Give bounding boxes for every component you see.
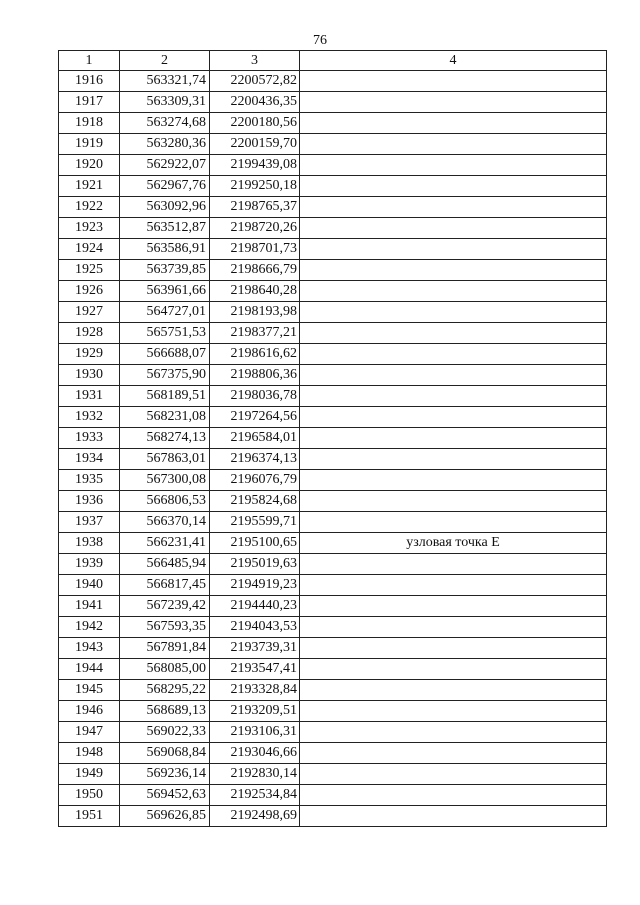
note-cell xyxy=(300,260,607,281)
y-coordinate-cell: 2198616,62 xyxy=(210,344,300,365)
x-coordinate-cell: 567891,84 xyxy=(120,638,210,659)
x-coordinate-cell: 566806,53 xyxy=(120,491,210,512)
x-coordinate-cell: 565751,53 xyxy=(120,323,210,344)
note-cell xyxy=(300,218,607,239)
y-coordinate-cell: 2196076,79 xyxy=(210,470,300,491)
table-row xyxy=(59,113,607,134)
x-coordinate-cell: 568085,00 xyxy=(120,659,210,680)
y-coordinate-cell: 2198193,98 xyxy=(210,302,300,323)
point-number-cell: 1917 xyxy=(59,92,120,113)
note-cell xyxy=(300,281,607,302)
table-row xyxy=(59,449,607,470)
table-row xyxy=(59,659,607,680)
y-coordinate-cell: 2194043,53 xyxy=(210,617,300,638)
x-coordinate-cell: 568189,51 xyxy=(120,386,210,407)
x-coordinate-cell: 566817,45 xyxy=(120,575,210,596)
point-number-cell: 1940 xyxy=(59,575,120,596)
note-cell xyxy=(300,71,607,92)
point-number-cell: 1927 xyxy=(59,302,120,323)
table-body xyxy=(59,71,607,827)
table-row xyxy=(59,764,607,785)
table-row xyxy=(59,302,607,323)
note-cell xyxy=(300,575,607,596)
y-coordinate-cell: 2192498,69 xyxy=(210,806,300,827)
note-cell xyxy=(300,659,607,680)
note-cell: узловая точка Е xyxy=(300,533,607,554)
x-coordinate-cell: 569626,85 xyxy=(120,806,210,827)
note-cell xyxy=(300,785,607,806)
point-number-cell: 1943 xyxy=(59,638,120,659)
table-row xyxy=(59,512,607,533)
x-coordinate-cell: 569022,33 xyxy=(120,722,210,743)
point-number-cell: 1951 xyxy=(59,806,120,827)
point-number-cell: 1931 xyxy=(59,386,120,407)
point-number-cell: 1926 xyxy=(59,281,120,302)
note-cell xyxy=(300,470,607,491)
table-row xyxy=(59,281,607,302)
point-number-cell: 1922 xyxy=(59,197,120,218)
y-coordinate-cell: 2200159,70 xyxy=(210,134,300,155)
x-coordinate-cell: 567300,08 xyxy=(120,470,210,491)
table-row xyxy=(59,785,607,806)
y-coordinate-cell: 2198036,78 xyxy=(210,386,300,407)
y-coordinate-cell: 2200572,82 xyxy=(210,71,300,92)
table-row xyxy=(59,533,607,554)
x-coordinate-cell: 569068,84 xyxy=(120,743,210,764)
table-row xyxy=(59,554,607,575)
note-cell xyxy=(300,596,607,617)
header-row xyxy=(59,51,607,71)
y-coordinate-cell: 2196374,13 xyxy=(210,449,300,470)
y-coordinate-cell: 2195019,63 xyxy=(210,554,300,575)
point-number-cell: 1932 xyxy=(59,407,120,428)
note-cell xyxy=(300,428,607,449)
note-cell xyxy=(300,302,607,323)
point-number-cell: 1937 xyxy=(59,512,120,533)
note-cell xyxy=(300,449,607,470)
point-number-cell: 1950 xyxy=(59,785,120,806)
note-cell xyxy=(300,92,607,113)
point-number-cell: 1944 xyxy=(59,659,120,680)
table-row xyxy=(59,680,607,701)
table-row xyxy=(59,743,607,764)
point-number-cell: 1933 xyxy=(59,428,120,449)
table-row xyxy=(59,428,607,449)
note-cell xyxy=(300,554,607,575)
point-number-cell: 1921 xyxy=(59,176,120,197)
y-coordinate-cell: 2198377,21 xyxy=(210,323,300,344)
point-number-cell: 1946 xyxy=(59,701,120,722)
y-coordinate-cell: 2200436,35 xyxy=(210,92,300,113)
table-row xyxy=(59,218,607,239)
note-cell xyxy=(300,701,607,722)
table-row xyxy=(59,596,607,617)
y-coordinate-cell: 2197264,56 xyxy=(210,407,300,428)
point-number-cell: 1925 xyxy=(59,260,120,281)
point-number-cell: 1919 xyxy=(59,134,120,155)
x-coordinate-cell: 563092,96 xyxy=(120,197,210,218)
note-cell xyxy=(300,365,607,386)
note-cell xyxy=(300,386,607,407)
y-coordinate-cell: 2194440,23 xyxy=(210,596,300,617)
x-coordinate-cell: 566370,14 xyxy=(120,512,210,533)
x-coordinate-cell: 568295,22 xyxy=(120,680,210,701)
header-col-2: 2 xyxy=(120,51,210,71)
note-cell xyxy=(300,323,607,344)
x-coordinate-cell: 567239,42 xyxy=(120,596,210,617)
y-coordinate-cell: 2198666,79 xyxy=(210,260,300,281)
x-coordinate-cell: 562922,07 xyxy=(120,155,210,176)
point-number-cell: 1938 xyxy=(59,533,120,554)
y-coordinate-cell: 2200180,56 xyxy=(210,113,300,134)
y-coordinate-cell: 2199250,18 xyxy=(210,176,300,197)
y-coordinate-cell: 2194919,23 xyxy=(210,575,300,596)
point-number-cell: 1920 xyxy=(59,155,120,176)
y-coordinate-cell: 2195824,68 xyxy=(210,491,300,512)
x-coordinate-cell: 568231,08 xyxy=(120,407,210,428)
point-number-cell: 1930 xyxy=(59,365,120,386)
note-cell xyxy=(300,680,607,701)
table-row xyxy=(59,806,607,827)
header-col-1: 1 xyxy=(59,51,120,71)
x-coordinate-cell: 569236,14 xyxy=(120,764,210,785)
x-coordinate-cell: 563321,74 xyxy=(120,71,210,92)
table-row xyxy=(59,260,607,281)
y-coordinate-cell: 2198806,36 xyxy=(210,365,300,386)
x-coordinate-cell: 563739,85 xyxy=(120,260,210,281)
table-row xyxy=(59,176,607,197)
y-coordinate-cell: 2193106,31 xyxy=(210,722,300,743)
x-coordinate-cell: 563309,31 xyxy=(120,92,210,113)
point-number-cell: 1945 xyxy=(59,680,120,701)
table-row xyxy=(59,134,607,155)
point-number-cell: 1949 xyxy=(59,764,120,785)
point-number-cell: 1947 xyxy=(59,722,120,743)
y-coordinate-cell: 2195100,65 xyxy=(210,533,300,554)
x-coordinate-cell: 568689,13 xyxy=(120,701,210,722)
x-coordinate-cell: 567863,01 xyxy=(120,449,210,470)
x-coordinate-cell: 567593,35 xyxy=(120,617,210,638)
table-row xyxy=(59,155,607,176)
y-coordinate-cell: 2193209,51 xyxy=(210,701,300,722)
point-number-cell: 1923 xyxy=(59,218,120,239)
y-coordinate-cell: 2193328,84 xyxy=(210,680,300,701)
note-cell xyxy=(300,491,607,512)
note-cell xyxy=(300,197,607,218)
table-row xyxy=(59,92,607,113)
point-number-cell: 1948 xyxy=(59,743,120,764)
table-row xyxy=(59,386,607,407)
page-number: 76 xyxy=(313,33,327,48)
y-coordinate-cell: 2196584,01 xyxy=(210,428,300,449)
table-row xyxy=(59,197,607,218)
x-coordinate-cell: 567375,90 xyxy=(120,365,210,386)
y-coordinate-cell: 2192830,14 xyxy=(210,764,300,785)
note-cell xyxy=(300,764,607,785)
table-row xyxy=(59,701,607,722)
header-col-4: 4 xyxy=(300,51,607,71)
y-coordinate-cell: 2193547,41 xyxy=(210,659,300,680)
note-cell xyxy=(300,239,607,260)
table-row xyxy=(59,722,607,743)
x-coordinate-cell: 564727,01 xyxy=(120,302,210,323)
x-coordinate-cell: 566231,41 xyxy=(120,533,210,554)
table-row xyxy=(59,407,607,428)
point-number-cell: 1942 xyxy=(59,617,120,638)
table-row xyxy=(59,365,607,386)
note-cell xyxy=(300,344,607,365)
table-row xyxy=(59,239,607,260)
point-number-cell: 1939 xyxy=(59,554,120,575)
point-number-cell: 1936 xyxy=(59,491,120,512)
note-cell xyxy=(300,806,607,827)
y-coordinate-cell: 2193739,31 xyxy=(210,638,300,659)
point-number-cell: 1935 xyxy=(59,470,120,491)
x-coordinate-cell: 568274,13 xyxy=(120,428,210,449)
header-col-3: 3 xyxy=(210,51,300,71)
y-coordinate-cell: 2198701,73 xyxy=(210,239,300,260)
y-coordinate-cell: 2193046,66 xyxy=(210,743,300,764)
note-cell xyxy=(300,407,607,428)
y-coordinate-cell: 2192534,84 xyxy=(210,785,300,806)
y-coordinate-cell: 2198720,26 xyxy=(210,218,300,239)
point-number-cell: 1924 xyxy=(59,239,120,260)
y-coordinate-cell: 2199439,08 xyxy=(210,155,300,176)
x-coordinate-cell: 563274,68 xyxy=(120,113,210,134)
table-header xyxy=(59,51,607,71)
table-row xyxy=(59,617,607,638)
table-row xyxy=(59,344,607,365)
note-cell xyxy=(300,155,607,176)
point-number-cell: 1929 xyxy=(59,344,120,365)
point-number-cell: 1918 xyxy=(59,113,120,134)
note-cell xyxy=(300,743,607,764)
y-coordinate-cell: 2198765,37 xyxy=(210,197,300,218)
x-coordinate-cell: 562967,76 xyxy=(120,176,210,197)
y-coordinate-cell: 2195599,71 xyxy=(210,512,300,533)
table-row xyxy=(59,323,607,344)
point-number-cell: 1941 xyxy=(59,596,120,617)
point-number-cell: 1928 xyxy=(59,323,120,344)
note-cell xyxy=(300,134,607,155)
table-row xyxy=(59,575,607,596)
note-cell xyxy=(300,113,607,134)
x-coordinate-cell: 563280,36 xyxy=(120,134,210,155)
point-number-cell: 1934 xyxy=(59,449,120,470)
note-cell xyxy=(300,512,607,533)
x-coordinate-cell: 569452,63 xyxy=(120,785,210,806)
x-coordinate-cell: 563512,87 xyxy=(120,218,210,239)
x-coordinate-cell: 563961,66 xyxy=(120,281,210,302)
x-coordinate-cell: 566688,07 xyxy=(120,344,210,365)
table-row xyxy=(59,470,607,491)
coordinates-table xyxy=(58,50,607,827)
note-cell xyxy=(300,617,607,638)
point-number-cell: 1916 xyxy=(59,71,120,92)
note-cell xyxy=(300,722,607,743)
note-cell xyxy=(300,176,607,197)
y-coordinate-cell: 2198640,28 xyxy=(210,281,300,302)
table-row xyxy=(59,638,607,659)
table-row xyxy=(59,491,607,512)
x-coordinate-cell: 566485,94 xyxy=(120,554,210,575)
table-row xyxy=(59,71,607,92)
note-cell xyxy=(300,638,607,659)
x-coordinate-cell: 563586,91 xyxy=(120,239,210,260)
